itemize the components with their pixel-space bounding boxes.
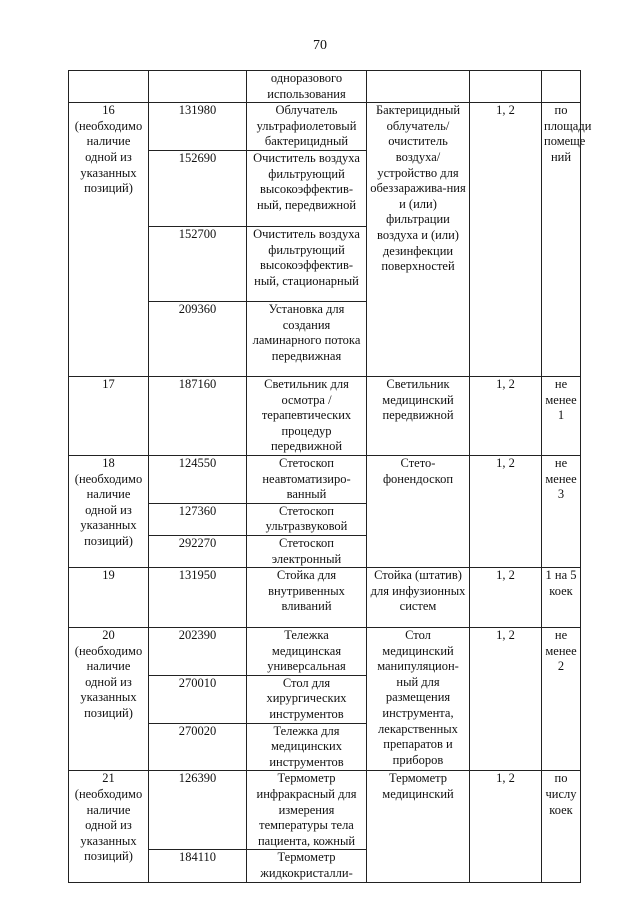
qty-cell: по площади помеще ний: [542, 103, 581, 377]
name-cell: Тележка для медицинских инструментов: [247, 723, 367, 771]
name-cell: Очиститель воздуха фильтрующий высокоэффектив-ный, передвижной: [247, 150, 367, 226]
device-cell: Стойка (штатив) для инфузионных систем: [367, 568, 470, 628]
qty-cell: [542, 71, 581, 103]
name-cell: Тележка медицинская универсальная: [247, 628, 367, 676]
qty-cell: не менее 2: [542, 628, 581, 771]
name-cell: Стойка для внутривенных вливаний: [247, 568, 367, 628]
equipment-table: [68, 70, 592, 883]
table-row: [69, 771, 581, 850]
table-row: [69, 568, 581, 628]
name-cell: Облучатель ультрафиолетовый бактерицидный: [247, 103, 367, 151]
page-number: 70: [313, 38, 327, 53]
num-cell: 17: [69, 376, 149, 455]
device-cell: Стол медицинский манипуляцион-ный для размещения инструмента, лекарственных препаратов и приборов: [367, 628, 470, 771]
code-cell: 187160: [149, 376, 247, 455]
qty-cell: по числу коек: [542, 771, 581, 882]
device-cell: Термометр медицинский: [367, 771, 470, 882]
table-row: [69, 103, 581, 151]
device-cell: Бактерицидный облучатель/ очиститель воздуха/ устройство для обеззаражива-ния и (или) фильтрации воздуха и (или) дезинфекции поверхностей: [367, 103, 470, 377]
code-cell: 270010: [149, 675, 247, 723]
name-cell: Термометр жидкокристалли-: [247, 850, 367, 882]
code-cell: 127360: [149, 503, 247, 535]
name-cell: одноразового использования: [247, 71, 367, 103]
device-cell: [367, 71, 470, 103]
device-cell: Стето-фонендоскоп: [367, 455, 470, 567]
level-cell: 1, 2: [470, 628, 542, 771]
level-cell: 1, 2: [470, 376, 542, 455]
name-cell: Установка для создания ламинарного потока передвижная: [247, 301, 367, 376]
table-row: [69, 376, 581, 455]
level-cell: 1, 2: [470, 771, 542, 882]
num-cell: [69, 71, 149, 103]
code-cell: 124550: [149, 455, 247, 503]
qty-cell: не менее 1: [542, 376, 581, 455]
code-cell: 209360: [149, 301, 247, 376]
code-cell: 184110: [149, 850, 247, 882]
level-cell: 1, 2: [470, 568, 542, 628]
qty-cell: 1 на 5 коек: [542, 568, 581, 628]
code-cell: 292270: [149, 535, 247, 567]
name-cell: Светильник для осмотра /терапевтических процедур передвижной: [247, 376, 367, 455]
table-row: [69, 628, 581, 676]
name-cell: Стол для хирургических инструментов: [247, 675, 367, 723]
code-cell: 152700: [149, 226, 247, 301]
name-cell: Стетоскоп электронный: [247, 535, 367, 567]
name-cell: Стетоскоп ультразвуковой: [247, 503, 367, 535]
num-cell: 21 (необходимо наличие одной из указанных позиций): [69, 771, 149, 882]
device-cell: Светильник медицинский передвижной: [367, 376, 470, 455]
level-cell: 1, 2: [470, 103, 542, 377]
table-row-continuation: [69, 71, 581, 103]
name-cell: Очиститель воздуха фильтрующий высокоэффектив-ный, стационарный: [247, 226, 367, 301]
table-row: [69, 455, 581, 503]
num-cell: 16 (необходимо наличие одной из указанных позиций): [69, 103, 149, 377]
code-cell: 202390: [149, 628, 247, 676]
code-cell: 152690: [149, 150, 247, 226]
qty-cell: не менее 3: [542, 455, 581, 567]
name-cell: Стетоскоп неавтоматизиро-ванный: [247, 455, 367, 503]
num-cell: 19: [69, 568, 149, 628]
level-cell: 1, 2: [470, 455, 542, 567]
code-cell: 126390: [149, 771, 247, 850]
level-cell: [470, 71, 542, 103]
code-cell: 270020: [149, 723, 247, 771]
num-cell: 20 (необходимо наличие одной из указанных позиций): [69, 628, 149, 771]
code-cell: 131950: [149, 568, 247, 628]
code-cell: [149, 71, 247, 103]
num-cell: 18 (необходимо наличие одной из указанных позиций): [69, 455, 149, 567]
code-cell: 131980: [149, 103, 247, 151]
name-cell: Термометр инфракрасный для измерения температуры тела пациента, кожный: [247, 771, 367, 850]
